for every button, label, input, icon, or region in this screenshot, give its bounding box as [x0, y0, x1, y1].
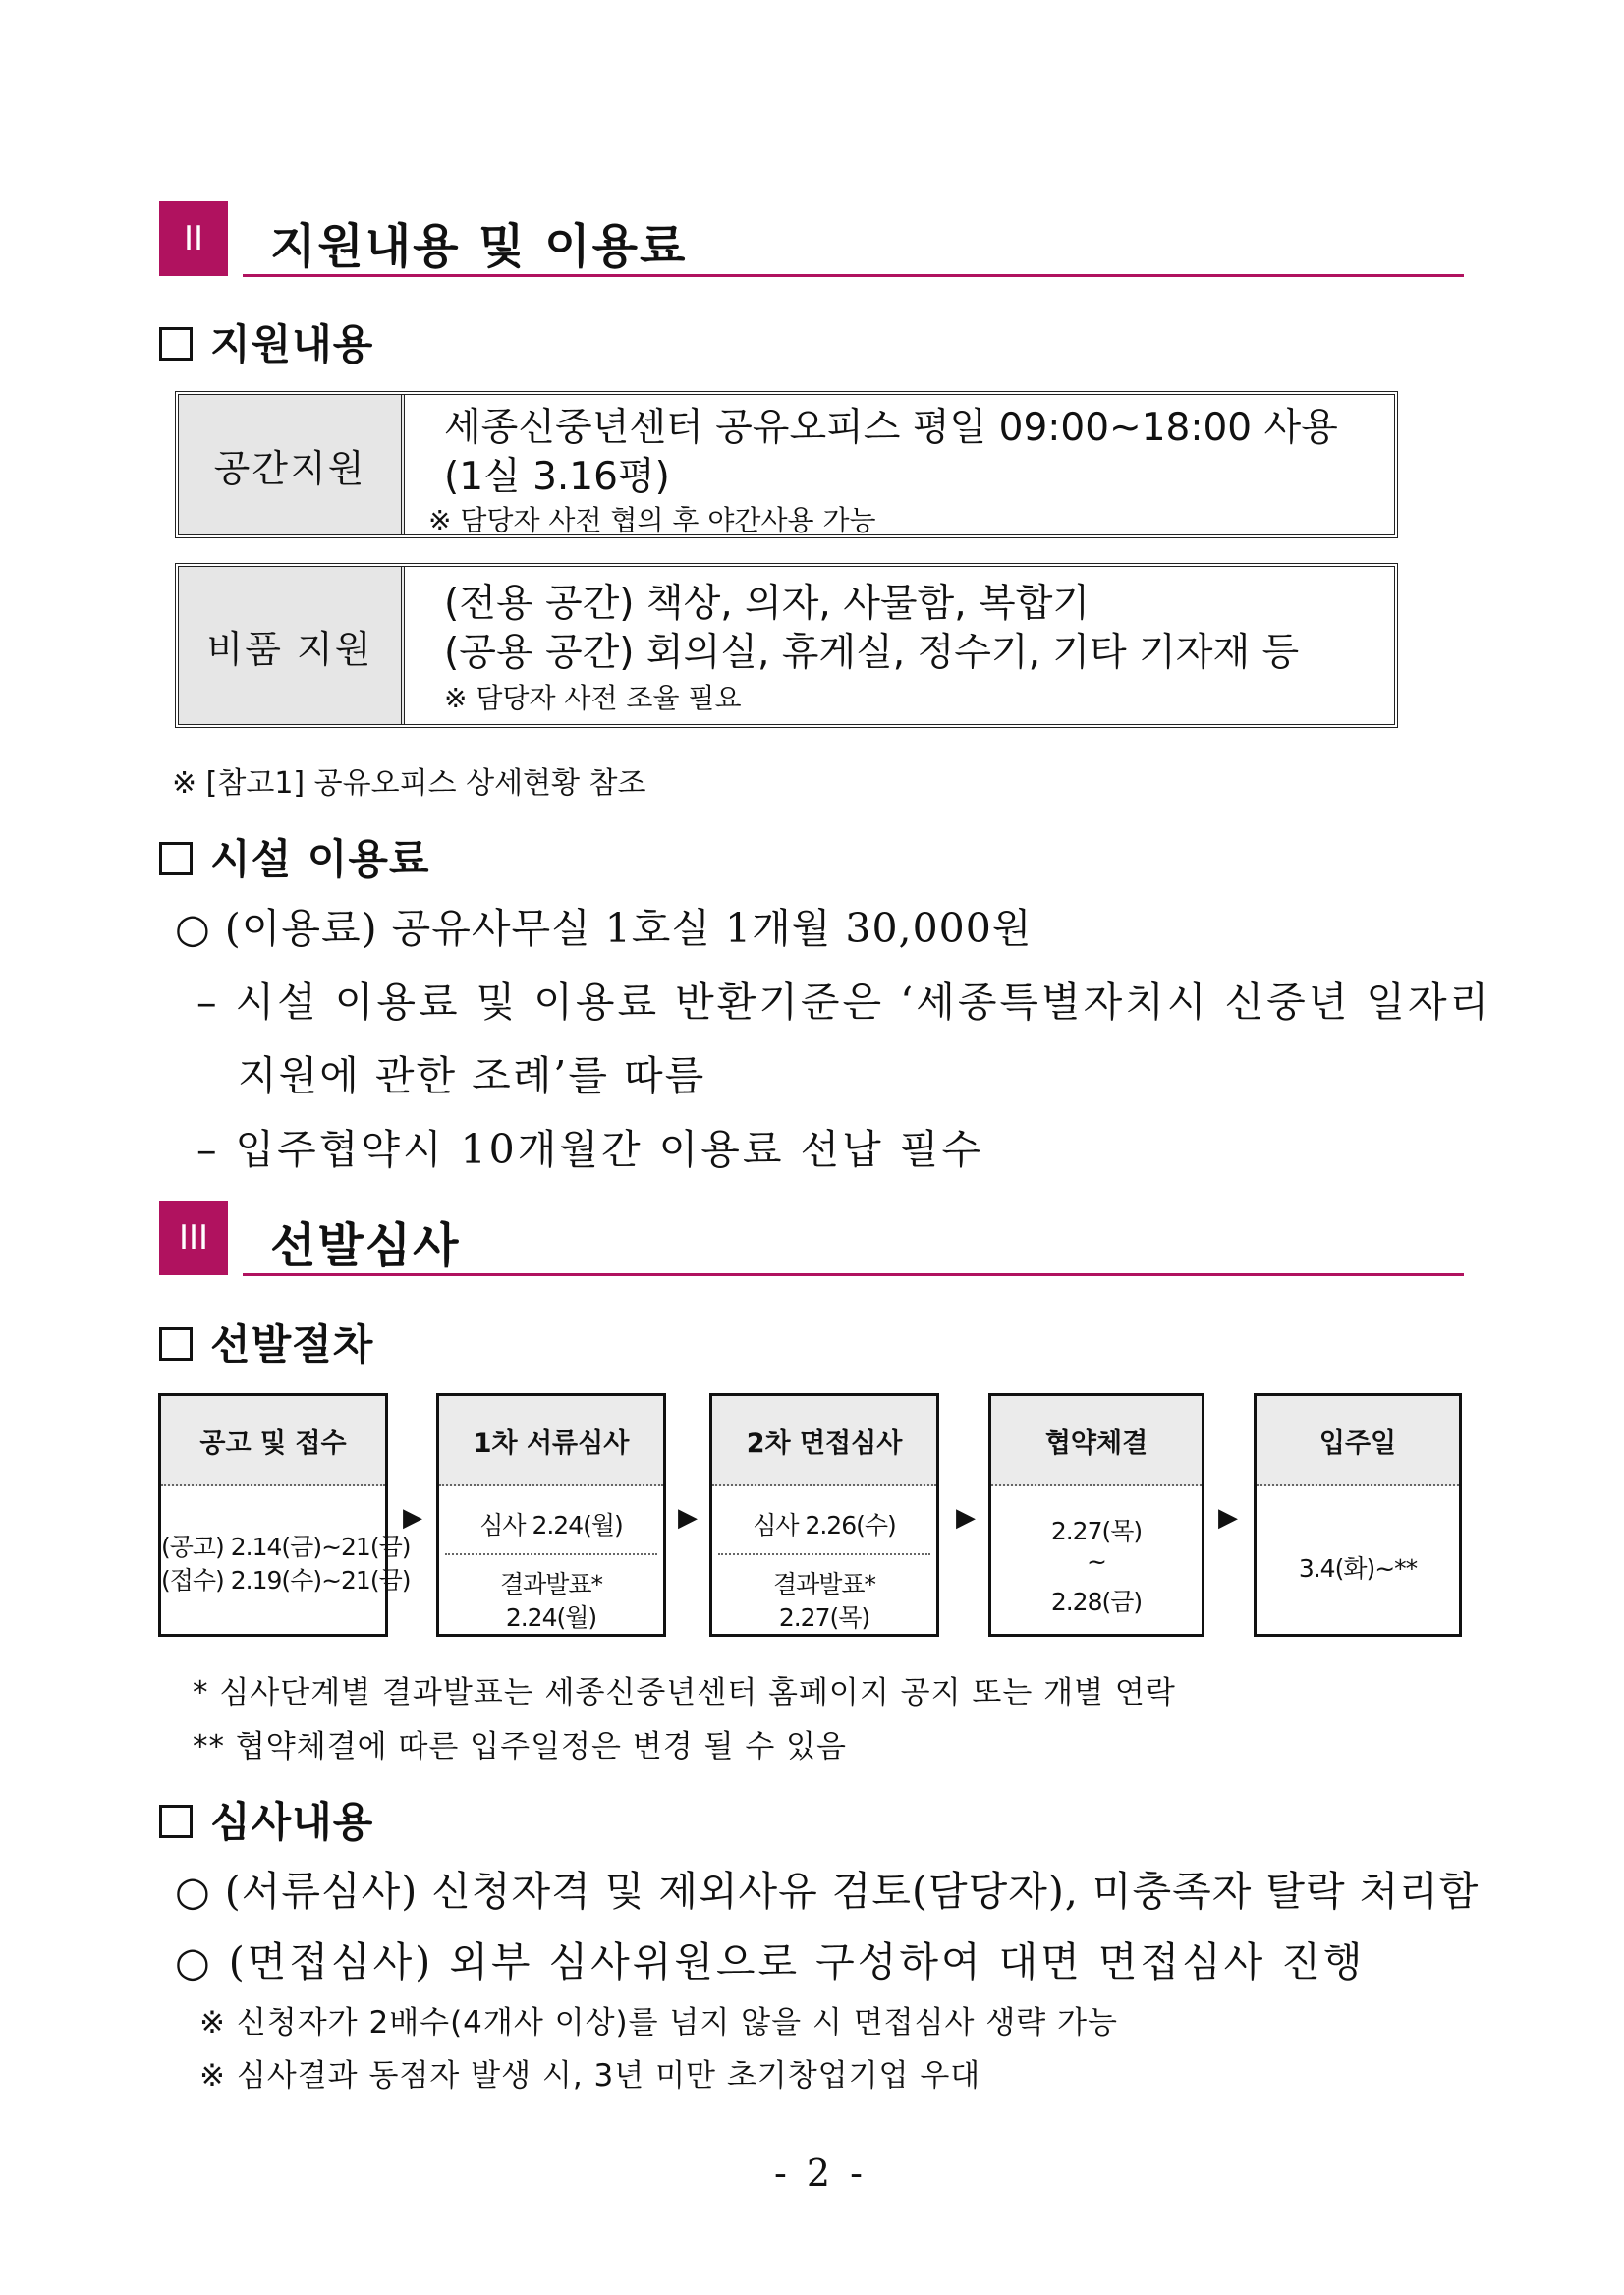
- step-divider: [445, 1553, 657, 1555]
- checkbox-square-icon: [159, 842, 193, 875]
- procedure-note1: * 심사단계별 결과발표는 세종신중년센터 홈페이지 공지 또는 개별 연락: [193, 1675, 1176, 1710]
- step-line: 2.28(금): [1050, 1588, 1143, 1616]
- step-line: 2.27(목): [778, 1603, 870, 1632]
- step-title: 협약체결: [991, 1396, 1202, 1486]
- step-line: (접수) 2.19(수)~21(금): [161, 1566, 411, 1595]
- goods-support-note: ※ 담당자 사전 조율 필요: [444, 682, 742, 714]
- subheading-review: [159, 1790, 373, 1849]
- fee-dash-line1: – 시설 이용료 및 이용료 반환기준은 ‘세종특별자치시 신중년 일자리: [196, 979, 1492, 1026]
- space-support-line2: (1실 3.16평): [444, 455, 670, 499]
- step-line: (공고) 2.14(금)~21(금): [161, 1533, 411, 1561]
- fee-dash-line1-cont: 지원에 관한 조례’를 따름: [238, 1052, 706, 1099]
- step-title: 2차 면접심사: [712, 1396, 936, 1486]
- checkbox-square-icon: [159, 1805, 193, 1838]
- subheading-text: 선발절차: [210, 1320, 374, 1369]
- review-item2: ○ (면접심사) 외부 심사위원으로 구성하여 대면 면접심사 진행: [175, 1938, 1366, 1986]
- section-number-badge: II: [159, 201, 228, 276]
- review-note1: ※ 신청자가 2배수(4개사 이상)를 넘지 않을 시 면접심사 생략 가능: [199, 2005, 1118, 2041]
- space-support-line1: 세종신중년센터 공유오피스 평일 09:00~18:00 사용: [444, 406, 1338, 450]
- subheading-text: 지원내용: [210, 320, 374, 368]
- subheading-fee: [159, 827, 429, 886]
- step-document-review: [436, 1393, 666, 1637]
- fee-item: ○ (이용료) 공유사무실 1호실 1개월 30,000원: [175, 905, 1033, 952]
- space-support-label: 공간지원: [179, 395, 405, 534]
- step-line: ~: [1087, 1547, 1106, 1576]
- section-underline: [243, 1273, 1464, 1276]
- goods-support-label: 비품 지원: [179, 567, 405, 724]
- arrow-right-icon: ▶: [956, 1503, 976, 1533]
- subheading-text: 시설 이용료: [210, 835, 430, 883]
- step-announcement: [158, 1393, 411, 1637]
- page-number: - 2 -: [774, 2152, 868, 2195]
- step-line: 2.24(월): [505, 1603, 597, 1632]
- step-line: 심사 2.26(수): [753, 1511, 896, 1539]
- review-note2: ※ 심사결과 동점자 발생 시, 3년 미만 초기창업기업 우대: [199, 2058, 981, 2094]
- step-interview: [709, 1393, 939, 1637]
- goods-support-line2: (공용 공간) 회의실, 휴게실, 정수기, 기타 기자재 등: [444, 631, 1300, 675]
- step-line: 심사 2.24(월): [479, 1511, 623, 1539]
- step-divider: [718, 1553, 930, 1555]
- section-title: 지원내용 및 이용료: [270, 219, 688, 274]
- section-title: 선발심사: [270, 1218, 461, 1273]
- goods-support-line1: (전용 공간) 책상, 의자, 사물함, 복합기: [444, 582, 1091, 626]
- fee-dash-line2: – 입주협약시 10개월간 이용료 선납 필수: [196, 1126, 983, 1173]
- section-number-badge: III: [159, 1201, 228, 1275]
- arrow-right-icon: ▶: [403, 1503, 422, 1533]
- checkbox-square-icon: [159, 1327, 193, 1361]
- section-underline: [243, 274, 1464, 277]
- space-support-note: ※ 담당자 사전 협의 후 야간사용 가능: [428, 504, 876, 536]
- step-move-in: [1254, 1393, 1462, 1637]
- subheading-support: [159, 312, 373, 371]
- space-support-table: [175, 391, 1398, 538]
- step-title: 공고 및 접수: [161, 1396, 385, 1486]
- step-title: 1차 서류심사: [439, 1396, 663, 1486]
- step-line: 결과발표*: [772, 1570, 876, 1598]
- review-item1: ○ (서류심사) 신청자격 및 제외사유 검토(담당자), 미충족자 탈락 처리함: [175, 1868, 1480, 1915]
- step-title: 입주일: [1257, 1396, 1459, 1486]
- reference-note: ※ [참고1] 공유오피스 상세현황 참조: [172, 766, 646, 801]
- arrow-right-icon: ▶: [1218, 1503, 1238, 1533]
- step-line: 3.4(화)~**: [1298, 1554, 1418, 1583]
- step-line: 2.27(목): [1050, 1517, 1143, 1545]
- goods-support-table: [175, 563, 1398, 728]
- subheading-text: 심사내용: [210, 1798, 374, 1846]
- procedure-note2: ** 협약체결에 따른 입주일정은 변경 될 수 있음: [193, 1729, 848, 1764]
- step-line: 결과발표*: [499, 1570, 603, 1598]
- arrow-right-icon: ▶: [678, 1503, 698, 1533]
- checkbox-square-icon: [159, 327, 193, 361]
- subheading-procedure: [159, 1313, 373, 1371]
- step-agreement: [988, 1393, 1204, 1637]
